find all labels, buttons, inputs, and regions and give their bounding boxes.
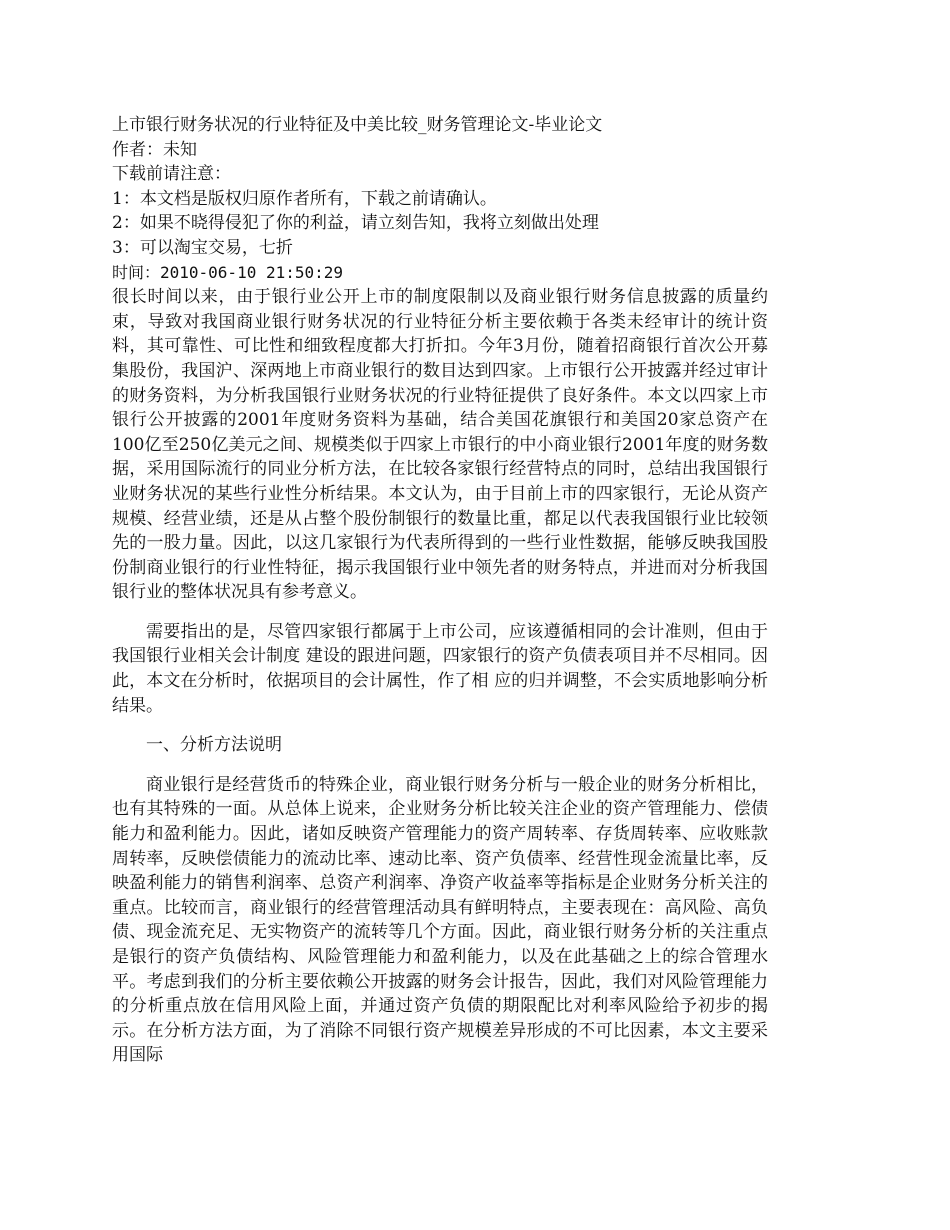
body-paragraph: 很长时间以来，由于银行业公开上市的制度限制以及商业银行财务信息披露的质量约束，导致对我国商业银行财务状况的行业特征分析主要依赖于各类未经审计的统计资料，其可靠性、可比性和细致程度都大打折扣。今年3月份，随着招商银行首次公开募集股份，我国沪、深两地上市商业银行的数目达到四家。上市银行公开披露并经过审计的财务资料，为分析我国银行业财务状况的行业特征提供了良好条件。本文以四家上市银行公开披露的2001年度财务资料为基础，结合美国花旗银行和美国20家总资产在100亿至250亿美元之间、规模类似于四家上市银行的中小商业银行2001年度的财务数据，采用国际流行的同业分析方法，在比较各家银行经营特点的同时，总结出我国银行业财务状况的某些行业性分析结果。本文认为，由于目前上市的四家银行，无论从资产规模、经营业绩，还是从占整个股份制银行的数量比重，都足以代表我国银行业比较领先的一股力量。因此，以这几家银行为代表所得到的一些行业性数据，能够反映我国股份制商业银行的行业性特征，揭示我国银行业中领先者的财务特点，并进而对分析我国银行业的整体状况具有参考意义。 bbox=[112, 287, 768, 603]
body-paragraph: 需要指出的是，尽管四家银行都属于上市公司，应该遵循相同的会计准则，但由于我国银行业相关会计制度 建设的跟进问题，四家银行的资产负债表项目并不尽相同。因此，本文在分析时，依据项目的会计属性，作了相 应的归并调整，不会实质地影响分析结果。 bbox=[112, 621, 768, 716]
section-heading: 一、分析方法说明 bbox=[146, 735, 282, 756]
document-page bbox=[112, 113, 768, 1068]
notice-item: 1：本文档是版权归原作者所有，下载之前请确认。 bbox=[112, 188, 497, 209]
notice-item: 2：如果不晓得侵犯了你的利益，请立刻告知，我将立刻做出处理 bbox=[112, 213, 599, 234]
document-title: 上市银行财务状况的行业特征及中美比较_财务管理论文-毕业论文 bbox=[112, 115, 603, 135]
notice-heading: 下载前请注意： bbox=[112, 164, 231, 185]
timestamp-line: 时间：2010-06-10 21:50:29 bbox=[112, 262, 344, 282]
author-line: 作者：未知 bbox=[112, 139, 197, 160]
notice-item: 3：可以淘宝交易，七折 bbox=[112, 237, 293, 258]
body-paragraph: 商业银行是经营货币的特殊企业，商业银行财务分析与一般企业的财务分析相比，也有其特殊的一面。从总体上说来，企业财务分析比较关注企业的资产管理能力、偿债能力和盈利能力。因此，诸如反映资产管理能力的资产周转率、存货周转率、应收账款周转率，反映偿债能力的流动比率、速动比率、资产负债率、经营性现金流量比率，反映盈利能力的销售利润率、总资产利润率、净资产收益率等指标是企业财务分析关注的重点。比较而言，商业银行的经营管理活动具有鲜明特点，主要表现在：高风险、高负债、现金流充足、无实物资产的流转等几个方面。因此，商业银行财务分析的关注重点是银行的资产负债结构、风险管理能力和盈利能力，以及在此基础之上的综合管理水平。考虑到我们的分析主要依赖公开披露的财务会计报告，因此，我们对风险管理能力的分析重点放在信用风险上面，并通过资产负债的期限配比对利率风险给予初步的揭示。在分析方法方面，为了消除不同银行资产规模差异形成的不可比因素，本文主要采用国际 bbox=[112, 774, 768, 1066]
